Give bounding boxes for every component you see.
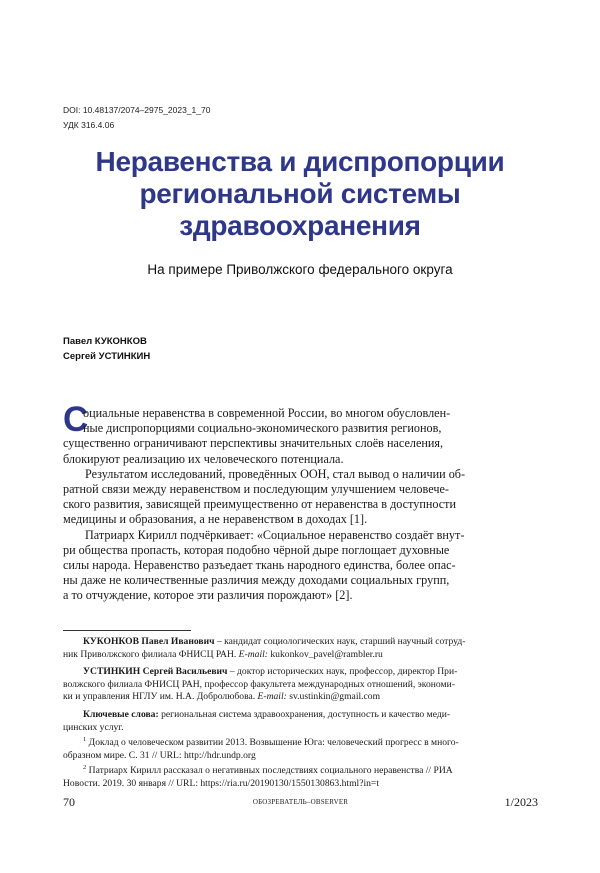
author-note-kukonkov — [63, 636, 541, 649]
author-note-text: – кандидат социологических наук, старший научный сотруд- — [214, 636, 466, 647]
article-subtitle: На примере Приволжского федерального округа — [147, 262, 453, 277]
body-line: Результатом исследований, проведённых ООН, стал вывод о наличии об- — [85, 466, 466, 481]
author-note-line — [63, 649, 541, 662]
footnote-text: Патриарх Кирилл рассказал о негативных последствиях социального неравенства // РИА — [86, 765, 453, 777]
title-line: здравоохранения — [179, 210, 421, 241]
body-line: ратной связи между неравенством и последующим улучшением человече- — [63, 481, 449, 496]
footnote-line: Новости. 2019. 30 января // URL: https://ria.ru/20190130/1550130863.html?in=t — [63, 777, 380, 789]
page-number: 70 — [63, 795, 75, 809]
email-label: E-mail: — [257, 691, 287, 703]
email-label: E-mail: — [238, 648, 268, 660]
title-line: Неравенства и диспропорции — [95, 146, 505, 177]
article-title — [40, 146, 560, 242]
body-line: ные диспропорциями социально-экономического развития регионов, — [83, 421, 442, 436]
footnote-number: 2 — [83, 764, 87, 772]
journal-name: ОБОЗРЕВАТЕЛЬ–OBSERVER — [252, 798, 349, 806]
page-footer — [63, 795, 538, 811]
drop-cap-letter: С — [63, 400, 89, 439]
author-note-text: ки и управления НГЛУ им. Н.А. Добролюбова. — [63, 691, 258, 703]
footnote-1 — [63, 737, 541, 750]
email-address: sv.ustinkin@gmail.com — [286, 691, 381, 703]
footnote-rule — [63, 630, 191, 631]
body-line: медицины и образования, а не неравенством в доходах [1]. — [63, 512, 368, 527]
footnote-2 — [63, 765, 541, 778]
body-line: ны даже не количественные различия между доходами социальных групп, — [63, 573, 450, 588]
issue-number: 1/2023 — [504, 795, 538, 809]
keywords-label: Ключевые слова: — [83, 708, 159, 720]
author-name: Сергей УСТИНКИН — [63, 351, 151, 362]
author-note-text: ник Приволжского филиала ФНИСЦ РАН. — [63, 648, 239, 660]
udk-line: УДК 316.4.06 — [63, 120, 115, 130]
body-line: а то отчуждение, которое эти различия порождают» [2]. — [63, 588, 353, 603]
keywords-text: региональная система здравоохранения, доступность и качество меди- — [158, 708, 451, 720]
body-line: ри общества пропасть, которая подобно чёрной дыре поглощает духовные — [63, 542, 450, 557]
author-note-line — [63, 691, 541, 704]
email-address: kukonkov_pavel@rambler.ru — [267, 648, 383, 660]
author-note-ustinkin — [63, 666, 541, 679]
body-line: блокируют реализацию их человеческого потенциала. — [63, 451, 344, 466]
body-line: ского развития, зависящей преимущественно от неравенства в доступности — [63, 497, 457, 512]
title-line: региональной системы — [139, 178, 461, 209]
author-note-name: КУКОНКОВ Павел Иванович — [83, 636, 215, 647]
body-line: Патриарх Кирилл подчёркивает: «Социальное неравенство создаёт внут- — [85, 527, 465, 542]
footnote-number: 1 — [83, 736, 87, 744]
body-line: силы народа. Неравенство разъедает ткань народного единства, более опас- — [63, 557, 456, 572]
footnote-text: Доклад о человеческом развитии 2013. Возвышение Юга: человеческий прогресс в много- — [86, 737, 459, 749]
footnote-line: образном мире. С. 31 // URL: http://hdr.undp.org — [63, 749, 256, 761]
article-body — [63, 400, 541, 603]
keywords-line: цинских услуг. — [63, 721, 124, 733]
body-line: оциальные неравенства в современной России, во многом обусловлен- — [83, 406, 451, 420]
author-notes-and-footnotes — [63, 636, 541, 791]
author-name: Павел КУКОНКОВ — [63, 336, 147, 347]
doi-line: DOI: 10.48137/2074–2975_2023_1_70 — [63, 105, 211, 115]
body-line: существенно ограничивают перспективы значительных слоёв населения, — [63, 436, 444, 451]
author-note-name: УСТИНКИН Сергей Васильевич — [83, 666, 228, 678]
keywords-line — [63, 709, 541, 722]
author-note-line: волжского филиала ФНИСЦ РАН, профессор факультета международных отношений, экономи- — [63, 678, 455, 690]
author-note-text: – доктор исторических наук, профессор, директор При- — [227, 666, 458, 678]
